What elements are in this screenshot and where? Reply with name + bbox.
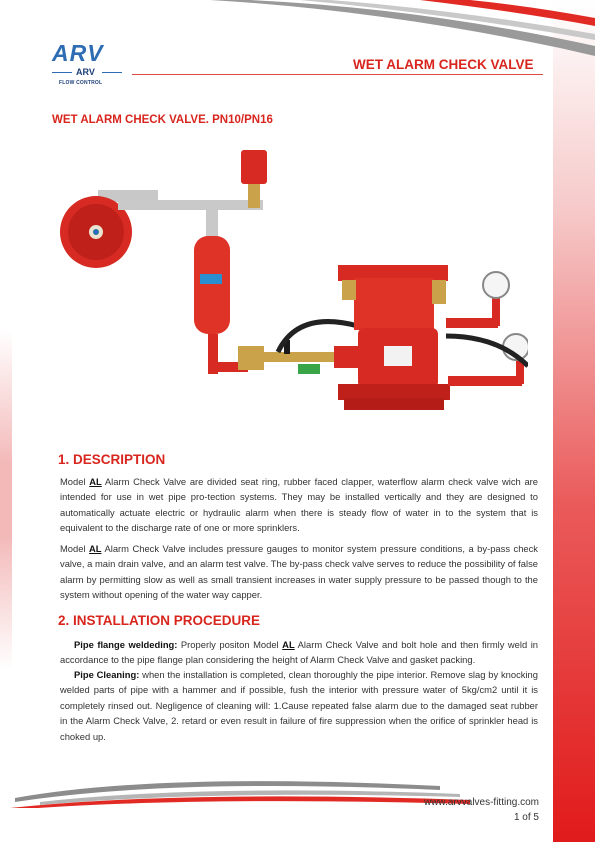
header-rule [132, 74, 543, 75]
description-paragraph-2 [60, 541, 538, 603]
description-paragraph-1 [60, 474, 538, 536]
model-code: AL [282, 639, 295, 650]
decorative-side-band [553, 0, 595, 842]
footer-website-link[interactable]: www.arvvalves-fitting.com [423, 797, 539, 808]
text-run: Alarm Check Valve are divided seat ring, rubber faced clapper, waterflow alarm check valve wich are intended for use in wet pipe pro-tection systems. They may be installed vertically and they are designed to automatically actuate electric or hydraulic alarm when there is steady flow of water in to the system that is equivalent to the discharge rate of one or more sprinklers. [60, 476, 538, 534]
installation-paragraph-2 [60, 667, 538, 744]
model-code: AL [89, 543, 102, 554]
page-number: 1 of 5 [513, 812, 539, 823]
installation-paragraph-1 [60, 637, 538, 668]
pipe-flange-label: Pipe flange weldeding: [74, 639, 178, 650]
text-run: Properly positon Model [177, 639, 283, 650]
logo-subtext: ARV [76, 67, 95, 77]
product-photo [58, 140, 528, 430]
brand-logo [52, 40, 132, 92]
logo-tagline: FLOW CONTROL [59, 80, 103, 86]
installation-heading: 2. INSTALLATION PROCEDURE [58, 613, 261, 628]
text-run: Model [60, 543, 90, 554]
model-code: AL [89, 476, 102, 487]
text-run: Model [60, 476, 90, 487]
decorative-left-band [0, 330, 12, 670]
text-run: when the installation is completed, clean thoroughly the pipe interior. Remove slag by knocking welded parts of pipe with a hammer and if possible, fush the interior with pressure water of 5kg/cm2 until it is completely rinsed out. Negligence of cleaning will: 1.Cause repeated false alarm due to the damaged seat rubber in the Alarm Check Valve, 2. retard or even result in failure of fire suppression when the orifice of sprinkler head is choked up. [60, 669, 538, 742]
logo-rule-left [52, 72, 72, 73]
header-title: WET ALARM CHECK VALVE [353, 57, 534, 72]
logo-wordmark: ARV [52, 40, 104, 66]
description-heading: 1. DESCRIPTION [58, 452, 166, 467]
product-subtitle: WET ALARM CHECK VALVE. PN10/PN16 [52, 114, 273, 126]
logo-rule-right [102, 72, 122, 73]
text-run: Alarm Check Valve includes pressure gauges to monitor system pressure conditions, a by-pass check valve, a main drain valve, and an alarm test valve. The by-pass check valve serves to reduce the possibility of false alarm by permitting slow as well as small transient increases in water supply pressure to be passed though to the system without opening of the water way capper. [60, 543, 538, 601]
text-run: Alarm Check Valve and bolt hole and then firmly weld in accordance to the pipe flange plan considering the height of Alarm Check Valve and gasket packing. [60, 639, 539, 666]
pipe-cleaning-label: Pipe Cleaning: [74, 669, 140, 680]
